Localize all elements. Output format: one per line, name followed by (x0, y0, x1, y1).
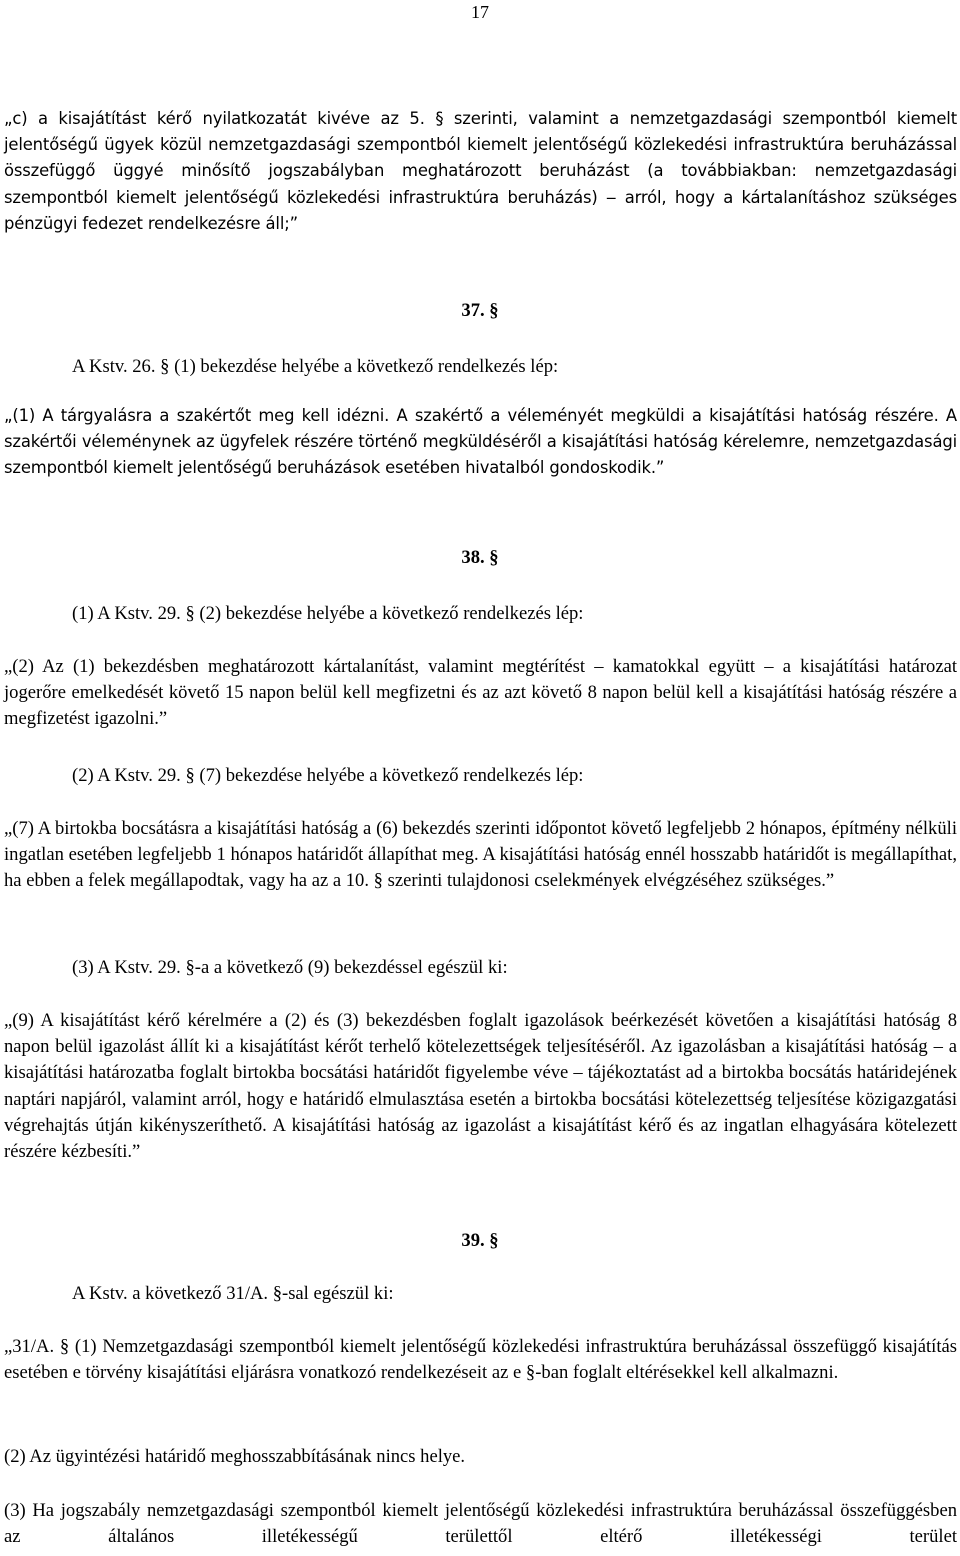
section-38-text-2: „(7) A birtokba bocsátásra a kisajátítási hatóság a (6) bekezdés szerinti időpontot követő legfeljebb 2 hónapos, építmény nélküli ingatlan esetében legfeljebb 1 hónapos határidőt állapíthat meg. A kisajátítási hatóság ennél hosszabb határidőt is megállapíthat, ha ebben a felek megállapodtak, vagy ha az a 10. § szerinti tulajdonosi cselekmények elvégzéséhez szükséges.” (4, 818, 957, 892)
section-37-heading: 37. § (461, 300, 499, 321)
section-37-text: „(1) A tárgyalásra a szakértőt meg kell idézni. A szakértő a véleményét megküldi a kisajátítási hatóság részére. A szakértői véleménynek az ügyfelek részére történő megküldéséről a kisajátítási hatóság kérelemre, nemzetgazdasági szempontból kiemelt jelentőségű beruházások esetében hivatalból gondoskodik.” (4, 406, 957, 478)
section-39-intro: A Kstv. a következő 31/A. §-sal egészül ki: (72, 1283, 394, 1304)
section-38-intro-3: (3) A Kstv. 29. §-a a következő (9) bekezdéssel egészül ki: (72, 957, 508, 978)
section-39-text-2: (2) Az ügyintézési határidő meghosszabbításának nincs helye. (4, 1446, 466, 1467)
page-number: 17 (471, 2, 489, 22)
section-39-text-1: „31/A. § (1) Nemzetgazdasági szempontból kiemelt jelentőségű közlekedési infrastruktúra beruházással összefüggő kisajátítás esetében e törvény kisajátítási eljárásra vonatkozó rendelkezéseit az e §-ban foglalt eltérésekkel kell alkalmazni. (4, 1336, 957, 1384)
section-38-intro-1: (1) A Kstv. 29. § (2) bekezdése helyébe a következő rendelkezés lép: (72, 603, 584, 624)
section-38-text-1: „(2) Az (1) bekezdésben meghatározott kártalanítást, valamint megtérítést ‒ kamatokkal együtt ‒ a kisajátítási határozat jogerőre emelkedését követő 15 napon belül kell megfizetni és az azt követő 8 napon belül kell a kisajátítási hatóság részére a megfizetést igazolni.” (4, 656, 957, 730)
section-38-heading: 38. § (461, 547, 499, 568)
paragraph-c-item: „c) a kisajátítást kérő nyilatkozatát kivéve az 5. § szerinti, valamint a nemzetgazdasági szempontból kiemelt jelentőségű ügyek közül nemzetgazdasági szempontból kiemelt jelentőségű közlekedési infrastruktúra beruházással összefüggő üggyé minősítő jogszabályban meghatározott beruházást (a továbbiakban: nemzetgazdasági szempontból kiemelt jelentőségű közlekedési infrastruktúra beruházás) ‒ arról, hogy a kártalanításhoz szükséges pénzügyi fedezet rendelkezésre áll;” (4, 109, 957, 233)
section-39-text-3: (3) Ha jogszabály nemzetgazdasági szempontból kiemelt jelentőségű közlekedési infrastruktúra beruházással összefüggésben az általános illetékességű területtől eltérő illetékességi terület (4, 1500, 957, 1548)
section-39-heading: 39. § (461, 1230, 499, 1251)
section-38-intro-2: (2) A Kstv. 29. § (7) bekezdése helyébe a következő rendelkezés lép: (72, 765, 584, 786)
section-38-text-3: „(9) A kisajátítást kérő kérelmére a (2) és (3) bekezdésben foglalt igazolások beérkezését követően a kisajátítási hatóság 8 napon belül igazolást állít ki a kisajátítást kérőt terhelő kötelezettségek teljesítéséről. Az igazolásban a kisajátítási hatóság ‒ a kisajátítási határozatba foglalt birtokba bocsátási határidőt figyelembe véve ‒ tájékoztatást ad a birtokba bocsátás határidejének naptári napjáról, valamint arról, hogy e határidő elmulasztása esetén a birtokba bocsátási kötelezettség teljesítése közigazgatási végrehajtás útján kikényszeríthető. A kisajátítási hatóság az igazolást a kisajátítást kérő és az ingatlan elhagyására kötelezett részére kézbesíti.” (4, 1010, 957, 1163)
section-37-intro: A Kstv. 26. § (1) bekezdése helyébe a következő rendelkezés lép: (72, 356, 559, 377)
